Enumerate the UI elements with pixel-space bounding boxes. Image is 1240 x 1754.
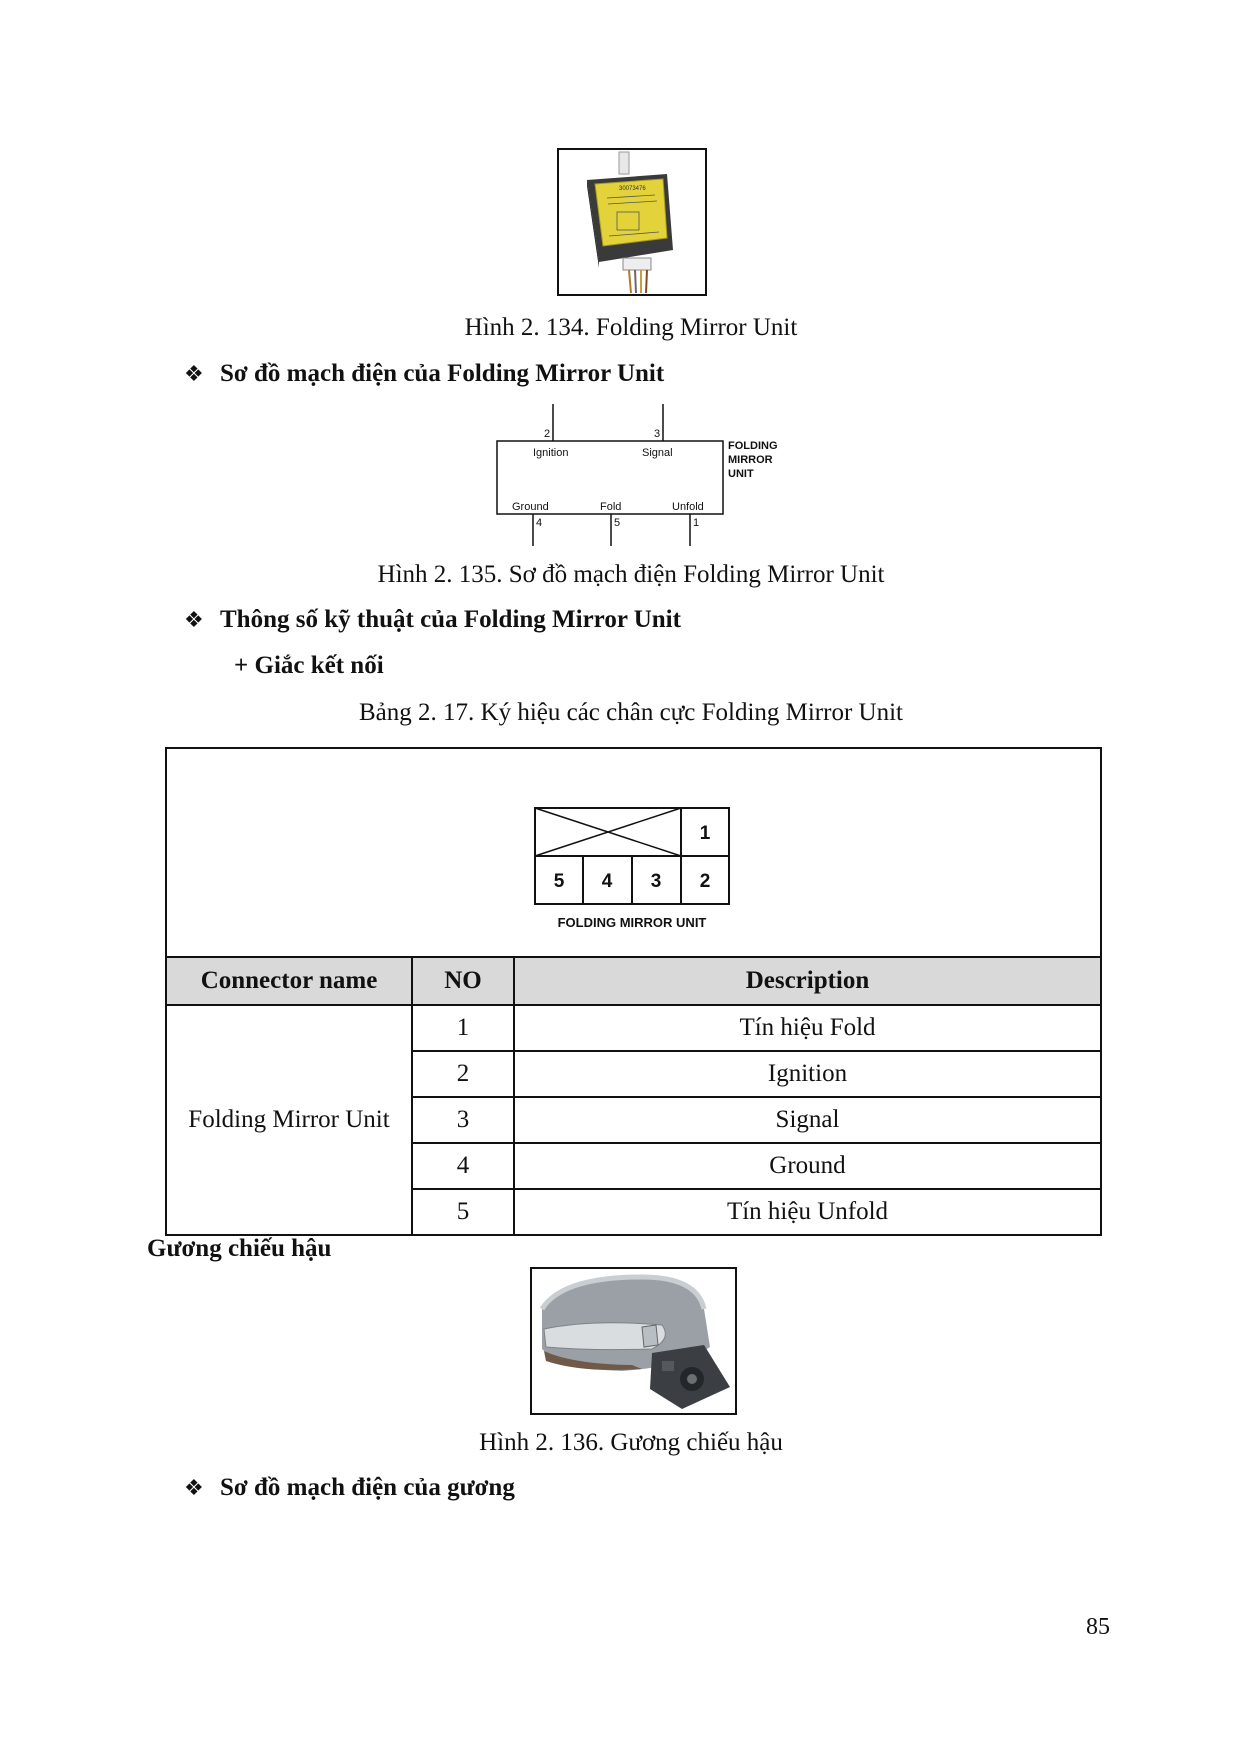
connector-pinout-diagram [532,805,772,935]
diamond-bullet-icon: ❖ [184,608,204,633]
pin-table [165,956,1102,1236]
pin-desc-cell: Ignition [514,1051,1101,1097]
page-number: 85 [1086,1614,1110,1640]
column-header: Connector name [166,957,412,1005]
pin-name: Signal [642,447,673,459]
heading-text: Thông số kỹ thuật của Folding Mirror Unit [220,606,681,633]
connector-diagram-cell [165,747,1102,957]
connector-pin: 3 [650,871,662,892]
side-mirror-photo [530,1267,737,1415]
connector-pin: 2 [699,871,711,892]
folding-mirror-unit-image [559,150,705,294]
connector-pin: 5 [553,871,565,892]
pin-number: 5 [614,517,621,529]
folding-mirror-circuit-diagram [490,400,800,548]
pin-no-cell: 4 [412,1143,514,1189]
pin-number: 4 [536,517,543,529]
section-heading-specs [184,606,681,634]
figure-135-caption: Hình 2. 135. Sơ đồ mạch điện Folding Mirror Unit [377,561,885,588]
connector-pin: 1 [699,823,711,844]
pin-name: Fold [600,501,622,513]
connector-name-cell: Folding Mirror Unit [166,1005,412,1235]
pin-no-cell: 2 [412,1051,514,1097]
figure-134-caption: Hình 2. 134. Folding Mirror Unit [464,314,798,341]
pin-desc-cell: Tín hiệu Fold [514,1005,1101,1051]
diamond-bullet-icon: ❖ [184,362,204,387]
pin-desc-cell: Signal [514,1097,1101,1143]
side-mirror-image [532,1269,735,1413]
pin-number: 1 [693,517,700,529]
unit-label: MIRROR [728,454,773,466]
connector-label: FOLDING MIRROR UNIT [557,915,707,930]
unit-label-text: 30073476 [619,186,646,192]
pin-name: Ground [512,501,549,513]
heading-text: Sơ đồ mạch điện của gương [220,1474,515,1501]
pin-no-cell: 1 [412,1005,514,1051]
heading-text: Sơ đồ mạch điện của Folding Mirror Unit [220,360,665,387]
pin-no-cell: 3 [412,1097,514,1143]
subheading-connector: + Giắc kết nối [234,652,384,679]
pin-name: Unfold [672,501,704,513]
table-caption: Bảng 2. 17. Ký hiệu các chân cực Folding Mirror Unit [359,699,903,726]
section-heading-mirror-circuit [184,1474,515,1502]
figure-136-caption: Hình 2. 136. Gương chiếu hậu [479,1429,783,1456]
column-header: NO [412,957,514,1005]
table-row [166,1005,1101,1051]
diamond-bullet-icon: ❖ [184,1476,204,1501]
pin-number: 3 [654,428,661,440]
table-header-row [166,957,1101,1005]
pin-no-cell: 5 [412,1189,514,1235]
pin-desc-cell: Tín hiệu Unfold [514,1189,1101,1235]
column-header: Description [514,957,1101,1005]
unit-label: UNIT [728,468,754,480]
section-heading-circuit [184,360,664,388]
pin-desc-cell: Ground [514,1143,1101,1189]
unit-label: FOLDING [728,440,778,452]
section-heading-mirror: Gương chiếu hậu [147,1235,332,1262]
pin-number: 2 [544,428,551,440]
folding-mirror-unit-photo [557,148,707,296]
connector-pin: 4 [601,871,613,892]
pin-name: Ignition [533,447,569,459]
